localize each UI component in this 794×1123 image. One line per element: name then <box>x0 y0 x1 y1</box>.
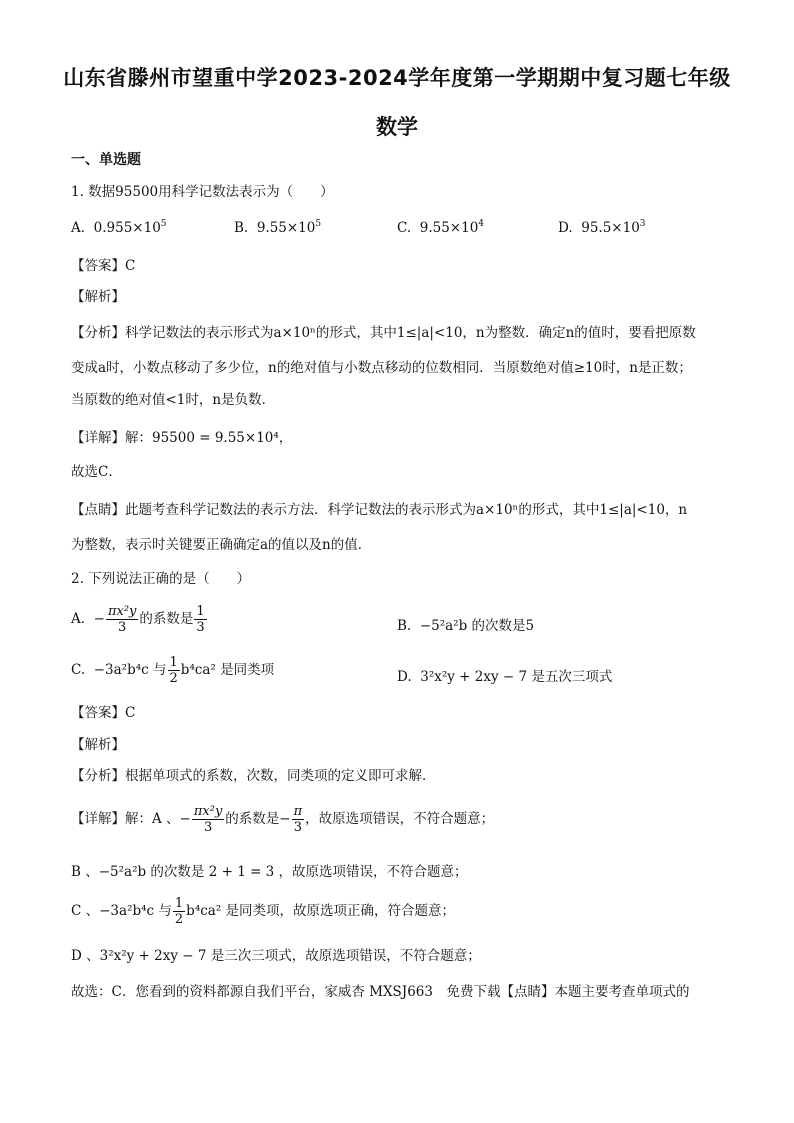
q1-analysis-label: 【解析】 <box>71 289 125 305</box>
q1-fenxi-line2: 变成a时，小数点移动了多少位，n的绝对值与小数点移动的位数相同．当原数绝对值≥10时，n是正数； <box>71 360 692 376</box>
q1-detail: 【详解】解：95500 = 9.55×10⁴， <box>71 430 293 446</box>
q2-detail-d: D 、3²x²y + 2xy − 7 是三次三项式，故原选项错误，不符合题意； <box>71 948 481 964</box>
fraction: $\frac{1}{2}$ <box>169 655 178 686</box>
q2-option-d: D. 3²x²y + 2xy − 7 是五次三项式 <box>397 669 613 685</box>
q2-detail-b: B 、−5²a²b 的次数是 2 + 1 = 3 ，故原选项错误，不符合题意； <box>71 864 468 880</box>
q2-fenxi: 【分析】根据单项式的系数，次数，同类项的定义即可求解． <box>71 768 436 784</box>
q2-analysis-label: 【解析】 <box>71 737 125 753</box>
fraction: $\frac{\text{πx²y}}{3}$ <box>193 804 223 835</box>
q1-answer: 【答案】C <box>71 258 136 274</box>
q1-dianjing-line2: 为整数，表示时关键要正确确定a的值以及n的值． <box>71 537 372 553</box>
q2-detail-a: 【详解】解：A 、− $\frac{\text{πx²y}}{3}$ 的系数是− $\frac{\pi}{3}$ ，故原选项错误，不符合题意； <box>71 804 495 835</box>
q1-fenxi-line3: 当原数的绝对值<1时，n是负数． <box>71 392 276 408</box>
q1-fenxi-line1: 【分析】科学记数法的表示形式为a×10ⁿ的形式，其中1≤|a|<10，n为整数．确定n的值时，要看把原数 <box>71 325 696 341</box>
q2-answer: 【答案】C <box>71 705 136 721</box>
fraction: $\frac{\text{πx²y}}{3}$ <box>107 604 137 635</box>
page-title: 山东省滕州市望重中学2023-2024学年度第一学期期中复习题七年级 <box>63 66 731 90</box>
q1-option-c: C. $9.55\times 10^4$ <box>397 219 485 236</box>
q1-stem: 1. 数据95500用科学记数法表示为（ ） <box>71 184 334 200</box>
q2-option-a: A. − $\frac{\text{πx²y}}{3}$ 的系数是 $\frac{1}{3}$ <box>71 604 205 635</box>
fraction: $\frac{1}{2}$ <box>174 896 184 927</box>
q2-stem: 2. 下列说法正确的是（ ） <box>71 571 251 587</box>
q1-option-b: B. $9.55\times 10^5$ <box>234 219 322 236</box>
page-subtitle: 数学 <box>376 115 418 139</box>
fraction: $\frac{1}{3}$ <box>196 604 205 635</box>
q1-option-a: A. $0.955\times 10^5$ <box>71 219 167 236</box>
q1-dianjing-line1: 【点睛】此题考查科学记数法的表示方法．科学记数法的表示形式为a×10ⁿ的形式，其中1≤|a|<10，n <box>71 502 688 518</box>
section-heading: 一、单选题 <box>71 152 141 168</box>
q2-option-c: C. −3a²b⁴c 与 $\frac{1}{2}$ b⁴ca² 是同类项 <box>71 655 275 686</box>
fraction: $\frac{\pi}{3}$ <box>293 804 303 835</box>
q1-conclusion: 故选C． <box>71 464 122 480</box>
q1-option-d: D. $95.5\times 10^3$ <box>558 219 646 236</box>
q2-conclusion: 故选：C．您看到的资料都源自我们平台，家威杏 MXSJ663 免费下载【点睛】本题主要考查单项式的 <box>71 984 690 1000</box>
q2-detail-c: C 、−3a²b⁴c 与 $\frac{1}{2}$ b⁴ca² 是同类项，故原选项正确，符合题意； <box>71 896 456 927</box>
q2-option-b: B. −5²a²b 的次数是5 <box>397 618 535 634</box>
